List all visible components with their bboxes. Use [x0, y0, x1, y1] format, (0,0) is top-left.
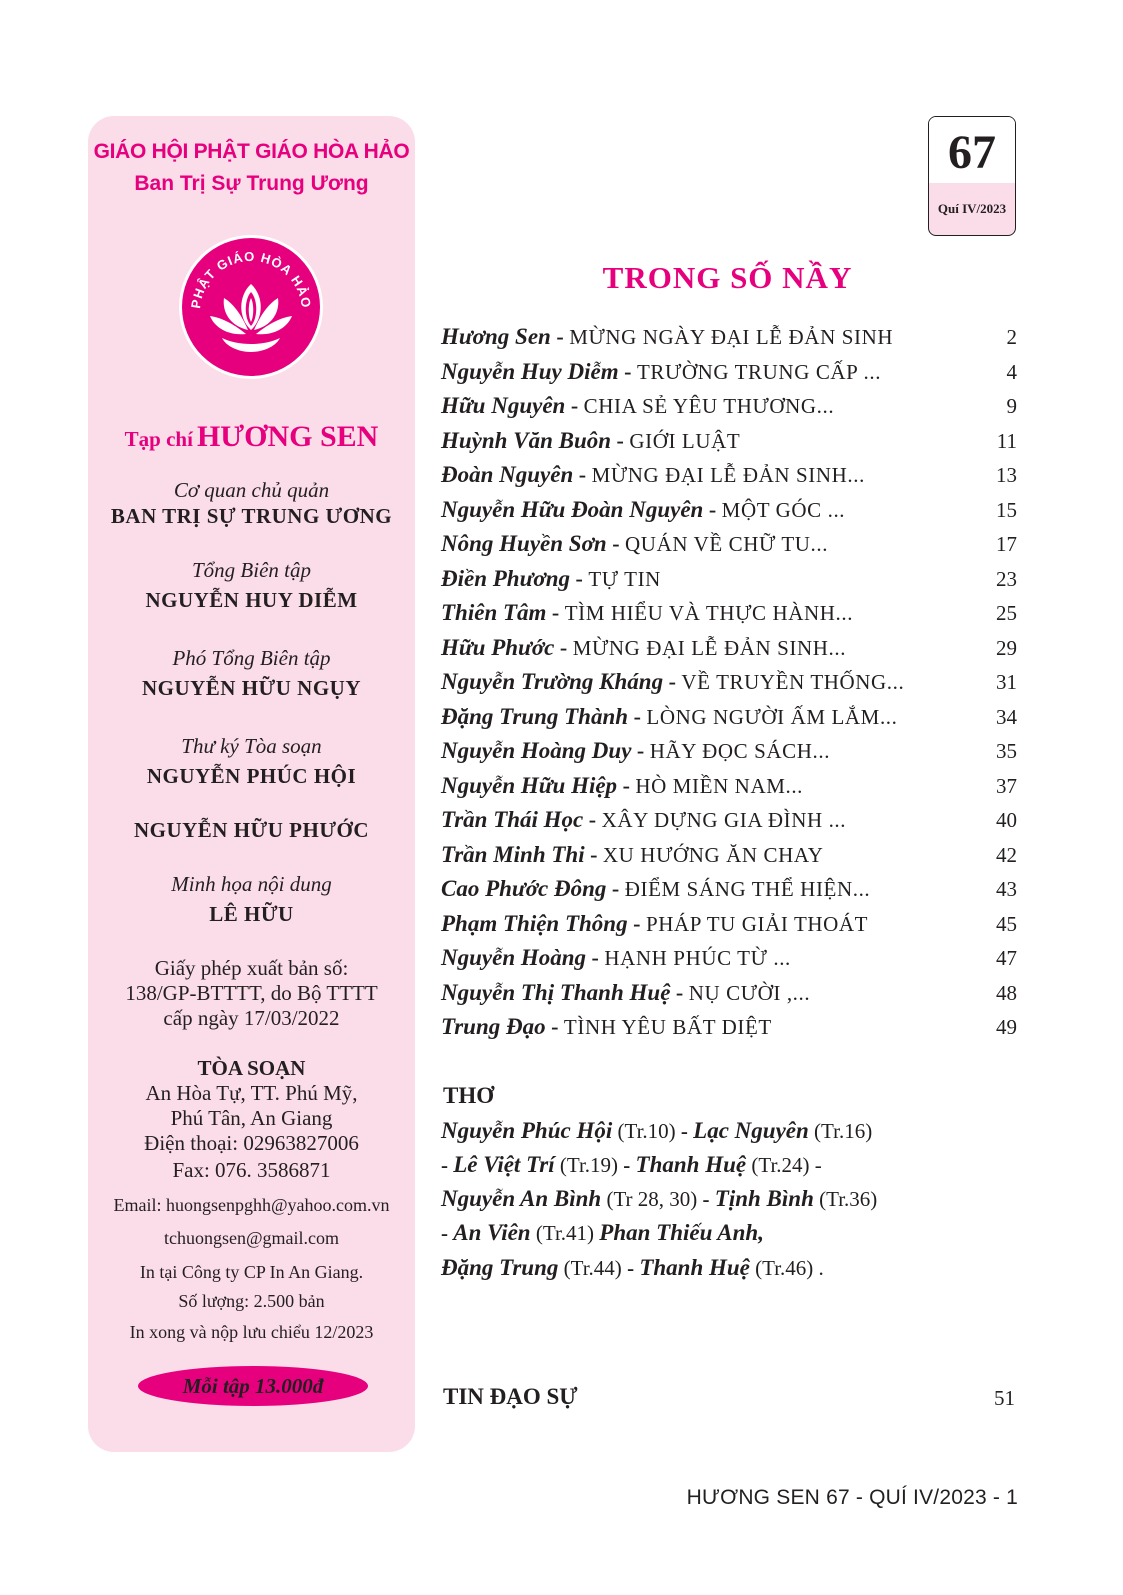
illustrator-name: LÊ HỮU [209, 902, 294, 926]
toc-title: XU HƯỚNG ĂN CHAY [602, 842, 824, 867]
toc-separator: - [606, 876, 625, 901]
toc-title: PHÁP TU GIẢI THOÁT [645, 911, 869, 936]
magazine-name: HƯƠNG SEN [196, 420, 379, 453]
poetry-separator: - [623, 1153, 636, 1177]
toc-entry[interactable] [441, 324, 1017, 359]
toc-author: Phạm Thiện Thông [441, 910, 628, 936]
toc-title: QUÁN VỀ CHỮ TU... [625, 532, 829, 556]
masthead-panel [88, 116, 415, 1452]
toc-author: Nguyễn Trường Kháng [441, 669, 664, 694]
toc-title: TÌNH YÊU BẤT DIỆT [563, 1015, 772, 1039]
toc-entry[interactable] [441, 669, 1017, 704]
toc-title: LÒNG NGƯỜI ẤM LẮM... [646, 704, 898, 729]
price-badge: Mỗi tập 13.000đ [138, 1366, 368, 1406]
toc-separator: - [631, 738, 650, 763]
toc-title: TỰ TIN [588, 566, 661, 591]
poet-name: Nguyễn An Bình [441, 1186, 602, 1211]
toc-author: Huỳnh Văn Buôn [441, 427, 612, 453]
poem-page-ref: (Tr.41) [530, 1221, 600, 1245]
toc-separator: - [606, 531, 626, 556]
issue-quarter: Quí IV/2023 [937, 201, 1007, 216]
poetry-line [441, 1186, 877, 1212]
poet-name: Lê Việt Trí [453, 1152, 555, 1177]
toc-title: MỪNG ĐẠI LỄ ĐẢN SINH... [591, 463, 865, 487]
toc-author: Nguyễn Thị Thanh Huệ [441, 979, 671, 1005]
toc-page: 45 [996, 911, 1017, 936]
toc-page: 4 [1006, 359, 1017, 384]
toc-author: Nguyễn Huy Diễm [441, 358, 619, 384]
toc-entry[interactable] [441, 876, 1017, 911]
poem-page-ref: (Tr.46) . [749, 1256, 824, 1280]
toc-entry[interactable] [441, 842, 1017, 877]
toc-entry[interactable] [441, 1014, 1017, 1049]
toc-title: HÃY ĐỌC SÁCH... [649, 739, 831, 763]
poet-name: Nguyễn Phúc Hội [441, 1118, 613, 1143]
toc-title: HẠNH PHÚC TỪ ... [604, 946, 791, 970]
toc-author: Đoàn Nguyên [441, 462, 574, 487]
role-label: Cơ quan chủ quản [173, 478, 330, 502]
poetry-separator: - [702, 1187, 715, 1211]
toc-title: TÌM HIỂU VÀ THỰC HÀNH... [564, 601, 854, 625]
lotus-logo-icon [178, 234, 324, 380]
toc-page: 9 [1006, 394, 1017, 418]
toc-separator: - [583, 807, 602, 832]
issue-box [928, 116, 1016, 236]
role-label: Tổng Biên tập [192, 558, 311, 582]
toc-entry[interactable] [441, 393, 1017, 428]
toc-page: 43 [996, 877, 1017, 901]
poem-page-ref: (Tr.16) [808, 1119, 873, 1143]
toc-separator: - [546, 600, 565, 625]
poet-name: Tịnh Bình [714, 1186, 814, 1211]
toc-page: 17 [996, 532, 1017, 556]
toc-separator: - [663, 669, 682, 694]
toc-heading: TRONG SỐ NẦY [602, 260, 853, 295]
email-line[interactable]: tchuongsen@gmail.com [163, 1228, 340, 1248]
poetry-line [441, 1152, 822, 1178]
magazine-title [88, 420, 415, 454]
toc-title: CHIA SẺ YÊU THƯƠNG... [583, 394, 835, 418]
organization-board: Ban Trị Sự Trung Ương [134, 172, 369, 195]
toc-page: 13 [996, 463, 1017, 487]
poem-page-ref: (Tr 28, 30) [601, 1187, 703, 1211]
magazine-prefix: Tạp chí [124, 427, 193, 451]
toc-entry[interactable] [441, 635, 1017, 670]
toc-title: ĐIỂM SÁNG THỂ HIỆN... [624, 877, 871, 901]
toc-entry[interactable] [441, 738, 1017, 773]
toc-entry[interactable] [441, 497, 1017, 532]
toc-separator: - [617, 772, 636, 798]
toc-separator: - [573, 462, 592, 487]
news-page-number: 51 [994, 1386, 1015, 1410]
toc-author: Nguyễn Hoàng Duy [441, 738, 632, 763]
toc-author: Nông Huyền Sơn [441, 531, 607, 556]
issue-number: 67 [929, 117, 1015, 183]
toc-entry[interactable] [441, 531, 1017, 566]
toc-author: Nguyễn Hữu Đoàn Nguyên [441, 496, 704, 522]
poetry-heading: THƠ [443, 1083, 495, 1108]
toc-page: 37 [996, 773, 1017, 798]
toc-separator: - [584, 841, 603, 867]
poet-name: An Viên [453, 1220, 531, 1245]
news-heading[interactable]: TIN ĐẠO SỰ [443, 1384, 578, 1409]
toc-separator: - [554, 634, 573, 660]
license-line: cấp ngày 17/03/2022 [163, 1006, 340, 1030]
print-line: In tại Công ty CP In An Giang. [139, 1262, 364, 1282]
phone-line: Điện thoại: 02963827006 [144, 1131, 359, 1155]
poem-page-ref: (Tr.24) - [746, 1153, 822, 1177]
toc-author: Trần Thái Học [441, 807, 584, 832]
logo-text: PHẬT GIÁO HÒA HẢO [188, 248, 315, 310]
toc-separator: - [545, 1014, 564, 1039]
toc-title: VỀ TRUYỀN THỐNG... [681, 670, 905, 694]
office-heading: TÒA SOẠN [197, 1056, 306, 1080]
toc-title: TRƯỜNG TRUNG CẤP ... [636, 359, 882, 384]
toc-entry[interactable] [441, 945, 1017, 980]
poet-name: Thanh Huệ [635, 1152, 747, 1177]
poetry-separator: - [441, 1153, 454, 1177]
secretary-name: NGUYỄN HỮU PHƯỚC [133, 818, 370, 842]
toc-page: 25 [996, 601, 1017, 625]
poetry-separator: - [441, 1221, 454, 1245]
toc-title: MỪNG ĐẠI LỄ ĐẢN SINH... [572, 635, 847, 660]
email-line[interactable]: Email: huongsenpghh@yahoo.com.vn [113, 1195, 390, 1215]
toc-list [441, 324, 1017, 1049]
toc-entry[interactable] [441, 773, 1017, 808]
role-label: Phó Tổng Biên tập [172, 646, 331, 670]
toc-author: Điền Phương [441, 565, 571, 591]
poet-name: Thanh Huệ [639, 1255, 750, 1280]
toc-separator: - [570, 565, 589, 591]
toc-separator: - [670, 979, 689, 1005]
toc-author: Nguyễn Hoàng [441, 945, 587, 970]
toc-page: 11 [996, 428, 1017, 453]
toc-title: GIỚI LUẬT [629, 428, 741, 453]
office-line: Phú Tân, An Giang [170, 1106, 333, 1130]
toc-page: 40 [996, 808, 1017, 832]
toc-title: MỪNG NGÀY ĐẠI LỄ ĐẢN SINH [569, 325, 894, 349]
role-label: Minh họa nội dung [171, 872, 332, 896]
toc-page: 35 [996, 739, 1017, 763]
toc-entry[interactable] [441, 807, 1017, 842]
toc-separator: - [703, 496, 722, 522]
toc-entry[interactable] [441, 980, 1017, 1015]
license-line: Giấy phép xuất bản số: [154, 956, 349, 980]
role-holder: NGUYỄN HUY DIỄM [145, 588, 358, 612]
poet-name: Lạc Nguyên [693, 1118, 809, 1143]
poetry-line [441, 1118, 872, 1144]
toc-page: 34 [996, 704, 1017, 729]
page-footer: HƯƠNG SEN 67 - QUÍ IV/2023 - 1 [686, 1486, 1018, 1509]
toc-entry[interactable] [441, 704, 1017, 739]
toc-entry[interactable] [441, 428, 1017, 463]
toc-author: Trần Minh Thi [441, 841, 585, 867]
role-holder: NGUYỄN PHÚC HỘI [146, 764, 357, 788]
toc-separator: - [628, 703, 647, 729]
toc-page: 48 [996, 980, 1017, 1005]
poem-page-ref: (Tr.10) [612, 1119, 681, 1143]
role-holder: BAN TRỊ SỰ TRUNG ƯƠNG [110, 504, 393, 528]
toc-author: Hữu Phước [441, 634, 555, 660]
toc-page: 2 [1006, 325, 1017, 349]
organization-name: GIÁO HỘI PHẬT GIÁO HÒA HẢO [93, 140, 410, 163]
toc-entry[interactable] [441, 462, 1017, 497]
toc-entry[interactable] [441, 566, 1017, 601]
toc-author: Hữu Nguyên [441, 393, 566, 418]
poet-name: Đặng Trung [441, 1255, 559, 1280]
toc-page: 49 [996, 1015, 1017, 1039]
poet-name: Phan Thiếu Anh, [599, 1220, 764, 1245]
poetry-separator: - [680, 1119, 694, 1143]
toc-separator: - [618, 358, 637, 384]
toc-page: 31 [996, 670, 1017, 694]
toc-page: 29 [996, 635, 1017, 660]
poetry-line [441, 1220, 764, 1246]
toc-author: Hương Sen [441, 324, 551, 349]
toc-title: HÒ MIỀN NAM... [635, 773, 804, 798]
toc-author: Nguyễn Hữu Hiệp [441, 772, 618, 798]
print-line: Số lượng: 2.500 bản [178, 1291, 325, 1311]
toc-author: Thiên Tâm [441, 600, 547, 625]
toc-author: Đặng Trung Thành [441, 703, 629, 729]
poetry-line [441, 1255, 824, 1281]
toc-title: MỘT GÓC ... [721, 497, 846, 522]
toc-page: 23 [996, 566, 1017, 591]
toc-title: NỤ CƯỜI ,... [688, 980, 811, 1005]
toc-page: 42 [996, 842, 1017, 867]
fax-line: Fax: 076. 3586871 [172, 1158, 331, 1182]
toc-separator: - [627, 910, 646, 936]
license-line: 138/GP-BTTTT, do Bộ TTTT [125, 981, 378, 1005]
toc-author: Trung Đạo [441, 1014, 546, 1039]
toc-separator: - [611, 427, 630, 453]
toc-separator: - [550, 324, 570, 349]
toc-entry[interactable] [441, 359, 1017, 394]
role-label: Thư ký Tòa soạn [181, 734, 322, 758]
poem-page-ref: (Tr.44) [558, 1256, 628, 1280]
print-line: In xong và nộp lưu chiểu 12/2023 [129, 1322, 374, 1342]
poem-page-ref: (Tr.19) [554, 1153, 624, 1177]
toc-title: XÂY DỰNG GIA ĐÌNH ... [601, 808, 847, 832]
office-line: An Hòa Tự, TT. Phú Mỹ, [145, 1081, 358, 1105]
role-holder: NGUYỄN HỮU NGỤY [141, 676, 362, 700]
toc-entry[interactable] [441, 600, 1017, 635]
toc-page: 15 [996, 497, 1017, 522]
toc-author: Cao Phước Đông [441, 876, 607, 901]
poem-page-ref: (Tr.36) [813, 1187, 878, 1211]
toc-entry[interactable] [441, 911, 1017, 946]
toc-page: 47 [996, 946, 1017, 970]
toc-separator: - [586, 945, 605, 970]
toc-separator: - [565, 393, 584, 418]
poetry-separator: - [627, 1256, 640, 1280]
